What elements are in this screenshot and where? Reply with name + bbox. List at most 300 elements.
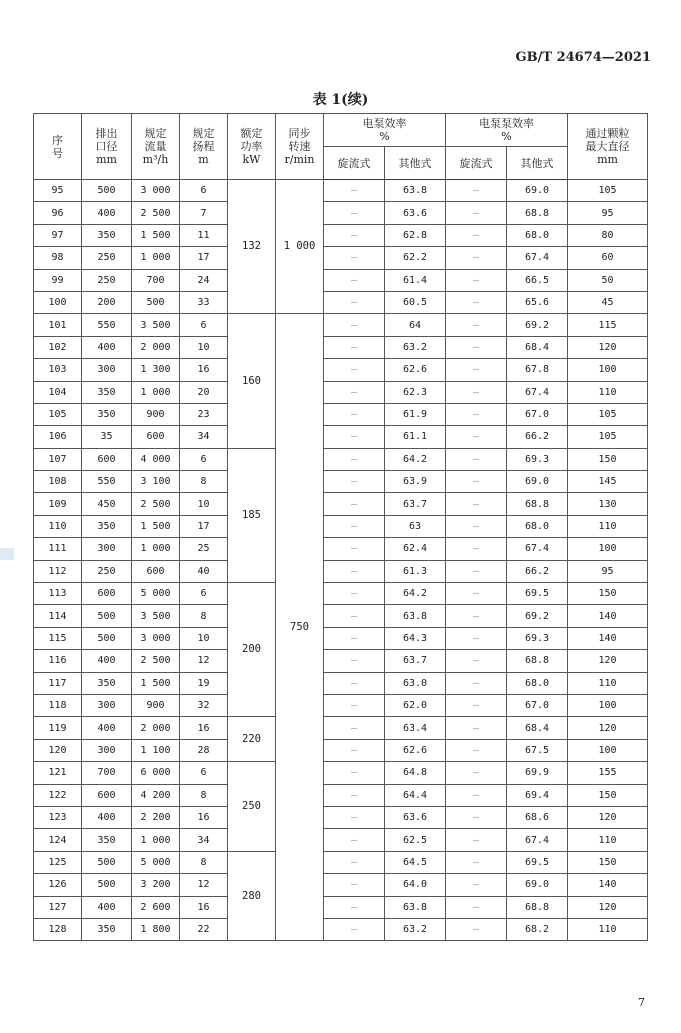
table-row xyxy=(34,874,648,896)
cell-pump-other: 68.4 xyxy=(507,336,568,358)
cell-power: 250 xyxy=(228,762,276,852)
cell-pump-other: 68.6 xyxy=(507,806,568,828)
cell-particle: 120 xyxy=(568,717,648,739)
cell-head: 19 xyxy=(180,672,228,694)
cell-seq: 117 xyxy=(34,672,82,694)
cell-power: 132 xyxy=(228,180,276,314)
cell-particle: 140 xyxy=(568,605,648,627)
cell-head: 7 xyxy=(180,202,228,224)
col-speed: 同步 转速 r/min xyxy=(276,114,324,180)
cell-pump-other: 67.0 xyxy=(507,694,568,716)
cell-power: 185 xyxy=(228,448,276,582)
cell-particle: 60 xyxy=(568,247,648,269)
cell-pump-other: 67.4 xyxy=(507,247,568,269)
table-row xyxy=(34,784,648,806)
table-row xyxy=(34,448,648,470)
cell-pump-swirl: — xyxy=(446,180,507,202)
cell-seq: 100 xyxy=(34,291,82,313)
cell-motor-swirl: — xyxy=(324,403,385,425)
cell-outlet: 250 xyxy=(82,269,132,291)
cell-head: 28 xyxy=(180,739,228,761)
cell-head: 10 xyxy=(180,627,228,649)
cell-head: 32 xyxy=(180,694,228,716)
cell-flow: 2 600 xyxy=(132,896,180,918)
cell-outlet: 350 xyxy=(82,829,132,851)
cell-motor-swirl: — xyxy=(324,650,385,672)
cell-motor-other: 63.7 xyxy=(385,493,446,515)
table-row xyxy=(34,381,648,403)
cell-outlet: 250 xyxy=(82,247,132,269)
cell-outlet: 500 xyxy=(82,605,132,627)
cell-outlet: 400 xyxy=(82,650,132,672)
cell-outlet: 500 xyxy=(82,180,132,202)
cell-pump-swirl: — xyxy=(446,784,507,806)
cell-flow: 700 xyxy=(132,269,180,291)
cell-pump-other: 68.4 xyxy=(507,717,568,739)
cell-flow: 2 500 xyxy=(132,493,180,515)
cell-seq: 99 xyxy=(34,269,82,291)
subcol-motor-other: 其他式 xyxy=(385,147,446,180)
cell-head: 23 xyxy=(180,403,228,425)
cell-pump-other: 66.2 xyxy=(507,426,568,448)
cell-particle: 110 xyxy=(568,918,648,940)
cell-head: 6 xyxy=(180,762,228,784)
cell-flow: 1 300 xyxy=(132,359,180,381)
cell-motor-other: 63.4 xyxy=(385,717,446,739)
cell-particle: 140 xyxy=(568,874,648,896)
cell-pump-other: 69.2 xyxy=(507,605,568,627)
cell-head: 17 xyxy=(180,247,228,269)
cell-motor-other: 64.5 xyxy=(385,851,446,873)
cell-outlet: 300 xyxy=(82,694,132,716)
cell-outlet: 350 xyxy=(82,918,132,940)
cell-motor-swirl: — xyxy=(324,739,385,761)
cell-pump-other: 67.4 xyxy=(507,829,568,851)
standard-code: GB/T 24674—2021 xyxy=(515,50,651,65)
cell-flow: 2 000 xyxy=(132,717,180,739)
cell-outlet: 350 xyxy=(82,672,132,694)
cell-pump-swirl: — xyxy=(446,381,507,403)
cell-head: 11 xyxy=(180,224,228,246)
cell-seq: 111 xyxy=(34,538,82,560)
cell-flow: 1 500 xyxy=(132,672,180,694)
cell-particle: 105 xyxy=(568,180,648,202)
cell-pump-swirl: — xyxy=(446,515,507,537)
table-row xyxy=(34,605,648,627)
cell-pump-swirl: — xyxy=(446,202,507,224)
cell-seq: 125 xyxy=(34,851,82,873)
cell-pump-other: 69.5 xyxy=(507,851,568,873)
cell-outlet: 500 xyxy=(82,874,132,896)
cell-pump-swirl: — xyxy=(446,448,507,470)
cell-outlet: 600 xyxy=(82,583,132,605)
cell-particle: 120 xyxy=(568,806,648,828)
cell-flow: 3 500 xyxy=(132,314,180,336)
cell-particle: 110 xyxy=(568,829,648,851)
cell-seq: 124 xyxy=(34,829,82,851)
cell-motor-swirl: — xyxy=(324,672,385,694)
cell-flow: 1 500 xyxy=(132,224,180,246)
cell-particle: 50 xyxy=(568,269,648,291)
cell-outlet: 250 xyxy=(82,560,132,582)
cell-outlet: 400 xyxy=(82,336,132,358)
cell-head: 17 xyxy=(180,515,228,537)
cell-flow: 2 000 xyxy=(132,336,180,358)
cell-pump-other: 68.0 xyxy=(507,515,568,537)
cell-particle: 140 xyxy=(568,627,648,649)
table-row xyxy=(34,515,648,537)
cell-head: 25 xyxy=(180,538,228,560)
cell-particle: 95 xyxy=(568,560,648,582)
cell-motor-swirl: — xyxy=(324,806,385,828)
cell-pump-swirl: — xyxy=(446,426,507,448)
cell-head: 16 xyxy=(180,806,228,828)
cell-power: 200 xyxy=(228,583,276,717)
cell-particle: 120 xyxy=(568,896,648,918)
cell-motor-swirl: — xyxy=(324,336,385,358)
cell-flow: 600 xyxy=(132,426,180,448)
cell-flow: 4 200 xyxy=(132,784,180,806)
cell-pump-other: 69.0 xyxy=(507,874,568,896)
cell-outlet: 400 xyxy=(82,202,132,224)
cell-outlet: 600 xyxy=(82,784,132,806)
cell-pump-swirl: — xyxy=(446,806,507,828)
cell-head: 34 xyxy=(180,829,228,851)
cell-seq: 127 xyxy=(34,896,82,918)
table-row xyxy=(34,224,648,246)
cell-motor-other: 62.3 xyxy=(385,381,446,403)
cell-pump-swirl: — xyxy=(446,336,507,358)
cell-motor-other: 63.8 xyxy=(385,180,446,202)
cell-motor-swirl: — xyxy=(324,515,385,537)
cell-flow: 900 xyxy=(132,403,180,425)
table-row xyxy=(34,739,648,761)
cell-pump-swirl: — xyxy=(446,493,507,515)
cell-seq: 103 xyxy=(34,359,82,381)
cell-pump-other: 68.8 xyxy=(507,650,568,672)
edge-watermark-mark xyxy=(0,548,14,560)
cell-seq: 128 xyxy=(34,918,82,940)
cell-outlet: 550 xyxy=(82,471,132,493)
cell-pump-swirl: — xyxy=(446,314,507,336)
cell-pump-other: 69.0 xyxy=(507,471,568,493)
cell-seq: 106 xyxy=(34,426,82,448)
cell-pump-other: 69.2 xyxy=(507,314,568,336)
cell-pump-swirl: — xyxy=(446,650,507,672)
cell-head: 24 xyxy=(180,269,228,291)
col-particle: 通过颗粒 最大直径 mm xyxy=(568,114,648,180)
cell-pump-other: 67.0 xyxy=(507,403,568,425)
cell-motor-other: 64.2 xyxy=(385,448,446,470)
cell-motor-other: 62.4 xyxy=(385,538,446,560)
cell-seq: 118 xyxy=(34,694,82,716)
cell-head: 33 xyxy=(180,291,228,313)
cell-motor-other: 64.0 xyxy=(385,874,446,896)
table-row xyxy=(34,359,648,381)
table-row xyxy=(34,493,648,515)
cell-pump-other: 69.4 xyxy=(507,784,568,806)
subcol-pump-other: 其他式 xyxy=(507,147,568,180)
cell-motor-other: 63.2 xyxy=(385,336,446,358)
cell-flow: 1 000 xyxy=(132,829,180,851)
cell-pump-other: 68.2 xyxy=(507,918,568,940)
cell-power: 280 xyxy=(228,851,276,941)
cell-motor-other: 62.5 xyxy=(385,829,446,851)
cell-power: 220 xyxy=(228,717,276,762)
table-row xyxy=(34,426,648,448)
cell-pump-swirl: — xyxy=(446,627,507,649)
cell-head: 8 xyxy=(180,851,228,873)
cell-flow: 900 xyxy=(132,694,180,716)
col-power: 额定 功率 kW xyxy=(228,114,276,180)
cell-pump-swirl: — xyxy=(446,560,507,582)
cell-seq: 119 xyxy=(34,717,82,739)
table-row xyxy=(34,672,648,694)
cell-pump-swirl: — xyxy=(446,672,507,694)
cell-flow: 600 xyxy=(132,560,180,582)
cell-seq: 95 xyxy=(34,180,82,202)
cell-pump-swirl: — xyxy=(446,851,507,873)
cell-pump-other: 69.0 xyxy=(507,180,568,202)
table-row xyxy=(34,314,648,336)
cell-motor-other: 63.7 xyxy=(385,650,446,672)
cell-motor-other: 64.8 xyxy=(385,762,446,784)
cell-motor-swirl: — xyxy=(324,851,385,873)
cell-motor-other: 63.8 xyxy=(385,605,446,627)
cell-seq: 105 xyxy=(34,403,82,425)
cell-outlet: 500 xyxy=(82,627,132,649)
cell-outlet: 700 xyxy=(82,762,132,784)
table-row xyxy=(34,202,648,224)
cell-particle: 110 xyxy=(568,515,648,537)
cell-pump-swirl: — xyxy=(446,247,507,269)
cell-flow: 3 200 xyxy=(132,874,180,896)
cell-pump-swirl: — xyxy=(446,359,507,381)
cell-motor-swirl: — xyxy=(324,717,385,739)
cell-head: 6 xyxy=(180,180,228,202)
cell-particle: 80 xyxy=(568,224,648,246)
cell-motor-swirl: — xyxy=(324,918,385,940)
cell-outlet: 350 xyxy=(82,515,132,537)
cell-pump-other: 66.5 xyxy=(507,269,568,291)
cell-seq: 120 xyxy=(34,739,82,761)
cell-head: 16 xyxy=(180,896,228,918)
cell-motor-other: 61.1 xyxy=(385,426,446,448)
cell-particle: 105 xyxy=(568,426,648,448)
cell-motor-swirl: — xyxy=(324,874,385,896)
cell-flow: 1 800 xyxy=(132,918,180,940)
cell-head: 16 xyxy=(180,717,228,739)
cell-motor-swirl: — xyxy=(324,605,385,627)
cell-motor-other: 64 xyxy=(385,314,446,336)
cell-outlet: 350 xyxy=(82,224,132,246)
cell-particle: 95 xyxy=(568,202,648,224)
cell-outlet: 400 xyxy=(82,717,132,739)
cell-head: 10 xyxy=(180,336,228,358)
cell-pump-swirl: — xyxy=(446,829,507,851)
cell-pump-swirl: — xyxy=(446,471,507,493)
cell-motor-swirl: — xyxy=(324,694,385,716)
table-row xyxy=(34,180,648,202)
cell-particle: 100 xyxy=(568,538,648,560)
cell-motor-swirl: — xyxy=(324,314,385,336)
cell-speed: 750 xyxy=(276,314,324,941)
cell-outlet: 450 xyxy=(82,493,132,515)
cell-flow: 500 xyxy=(132,291,180,313)
cell-motor-other: 64.2 xyxy=(385,583,446,605)
cell-pump-other: 67.8 xyxy=(507,359,568,381)
cell-seq: 97 xyxy=(34,224,82,246)
cell-flow: 5 000 xyxy=(132,851,180,873)
table-row xyxy=(34,918,648,940)
table-row xyxy=(34,650,648,672)
cell-motor-swirl: — xyxy=(324,784,385,806)
cell-pump-swirl: — xyxy=(446,224,507,246)
cell-particle: 150 xyxy=(568,851,648,873)
cell-particle: 150 xyxy=(568,583,648,605)
cell-particle: 100 xyxy=(568,359,648,381)
table-body xyxy=(34,180,648,941)
cell-particle: 120 xyxy=(568,650,648,672)
cell-pump-swirl: — xyxy=(446,538,507,560)
col-head: 规定 扬程 m xyxy=(180,114,228,180)
cell-flow: 2 500 xyxy=(132,202,180,224)
table-caption: 表 1(续) xyxy=(312,92,369,108)
cell-outlet: 350 xyxy=(82,381,132,403)
cell-pump-other: 67.4 xyxy=(507,381,568,403)
cell-seq: 96 xyxy=(34,202,82,224)
cell-pump-swirl: — xyxy=(446,918,507,940)
cell-particle: 155 xyxy=(568,762,648,784)
cell-particle: 145 xyxy=(568,471,648,493)
cell-head: 10 xyxy=(180,493,228,515)
cell-motor-swirl: — xyxy=(324,381,385,403)
cell-flow: 1 000 xyxy=(132,381,180,403)
cell-seq: 112 xyxy=(34,560,82,582)
cell-pump-other: 69.3 xyxy=(507,627,568,649)
cell-motor-other: 63.9 xyxy=(385,471,446,493)
cell-motor-swirl: — xyxy=(324,202,385,224)
cell-motor-swirl: — xyxy=(324,180,385,202)
cell-speed: 1 000 xyxy=(276,180,324,314)
cell-flow: 3 000 xyxy=(132,627,180,649)
cell-motor-other: 63 xyxy=(385,515,446,537)
table-row xyxy=(34,538,648,560)
table-row xyxy=(34,247,648,269)
cell-outlet: 550 xyxy=(82,314,132,336)
cell-pump-other: 68.8 xyxy=(507,896,568,918)
cell-outlet: 300 xyxy=(82,359,132,381)
cell-motor-other: 63.6 xyxy=(385,202,446,224)
cell-seq: 126 xyxy=(34,874,82,896)
cell-flow: 1 000 xyxy=(132,247,180,269)
cell-pump-other: 67.5 xyxy=(507,739,568,761)
cell-pump-other: 68.0 xyxy=(507,224,568,246)
cell-particle: 110 xyxy=(568,381,648,403)
cell-head: 6 xyxy=(180,448,228,470)
cell-motor-swirl: — xyxy=(324,896,385,918)
col-outlet: 排出 口径 mm xyxy=(82,114,132,180)
cell-pump-other: 68.8 xyxy=(507,493,568,515)
cell-flow: 1 100 xyxy=(132,739,180,761)
cell-particle: 100 xyxy=(568,694,648,716)
cell-pump-swirl: — xyxy=(446,269,507,291)
cell-seq: 109 xyxy=(34,493,82,515)
cell-particle: 130 xyxy=(568,493,648,515)
cell-head: 16 xyxy=(180,359,228,381)
cell-pump-swirl: — xyxy=(446,874,507,896)
cell-motor-other: 61.3 xyxy=(385,560,446,582)
cell-pump-swirl: — xyxy=(446,762,507,784)
cell-pump-other: 69.9 xyxy=(507,762,568,784)
cell-head: 20 xyxy=(180,381,228,403)
cell-motor-other: 62.2 xyxy=(385,247,446,269)
cell-pump-swirl: — xyxy=(446,896,507,918)
cell-head: 12 xyxy=(180,874,228,896)
cell-flow: 6 000 xyxy=(132,762,180,784)
cell-particle: 115 xyxy=(568,314,648,336)
table-row xyxy=(34,583,648,605)
cell-seq: 108 xyxy=(34,471,82,493)
cell-pump-swirl: — xyxy=(446,403,507,425)
cell-motor-swirl: — xyxy=(324,426,385,448)
col-flow: 规定 流量 m³/h xyxy=(132,114,180,180)
cell-seq: 113 xyxy=(34,583,82,605)
table-row xyxy=(34,851,648,873)
cell-pump-other: 68.8 xyxy=(507,202,568,224)
cell-motor-other: 62.6 xyxy=(385,739,446,761)
cell-motor-other: 63.6 xyxy=(385,806,446,828)
cell-pump-swirl: — xyxy=(446,291,507,313)
cell-outlet: 300 xyxy=(82,538,132,560)
cell-head: 40 xyxy=(180,560,228,582)
cell-particle: 150 xyxy=(568,784,648,806)
subcol-pump-swirl: 旋流式 xyxy=(446,147,507,180)
table-row xyxy=(34,806,648,828)
cell-particle: 120 xyxy=(568,336,648,358)
cell-pump-other: 65.6 xyxy=(507,291,568,313)
cell-motor-other: 63.2 xyxy=(385,918,446,940)
subcol-motor-swirl: 旋流式 xyxy=(324,147,385,180)
cell-seq: 98 xyxy=(34,247,82,269)
cell-particle: 45 xyxy=(568,291,648,313)
cell-motor-swirl: — xyxy=(324,291,385,313)
cell-flow: 1 500 xyxy=(132,515,180,537)
cell-motor-other: 61.9 xyxy=(385,403,446,425)
cell-seq: 123 xyxy=(34,806,82,828)
cell-motor-swirl: — xyxy=(324,471,385,493)
cell-flow: 1 000 xyxy=(132,538,180,560)
cell-outlet: 300 xyxy=(82,739,132,761)
cell-seq: 110 xyxy=(34,515,82,537)
cell-motor-swirl: — xyxy=(324,269,385,291)
cell-pump-other: 68.0 xyxy=(507,672,568,694)
cell-particle: 150 xyxy=(568,448,648,470)
table-row xyxy=(34,627,648,649)
cell-seq: 121 xyxy=(34,762,82,784)
cell-motor-swirl: — xyxy=(324,224,385,246)
cell-pump-swirl: — xyxy=(446,694,507,716)
cell-outlet: 400 xyxy=(82,896,132,918)
col-pump-eff: 电泵泵效率 % xyxy=(446,114,568,147)
col-seq: 序 号 xyxy=(34,114,82,180)
cell-seq: 104 xyxy=(34,381,82,403)
cell-motor-other: 64.3 xyxy=(385,627,446,649)
table-row xyxy=(34,291,648,313)
cell-motor-other: 61.4 xyxy=(385,269,446,291)
cell-particle: 100 xyxy=(568,739,648,761)
cell-outlet: 500 xyxy=(82,851,132,873)
